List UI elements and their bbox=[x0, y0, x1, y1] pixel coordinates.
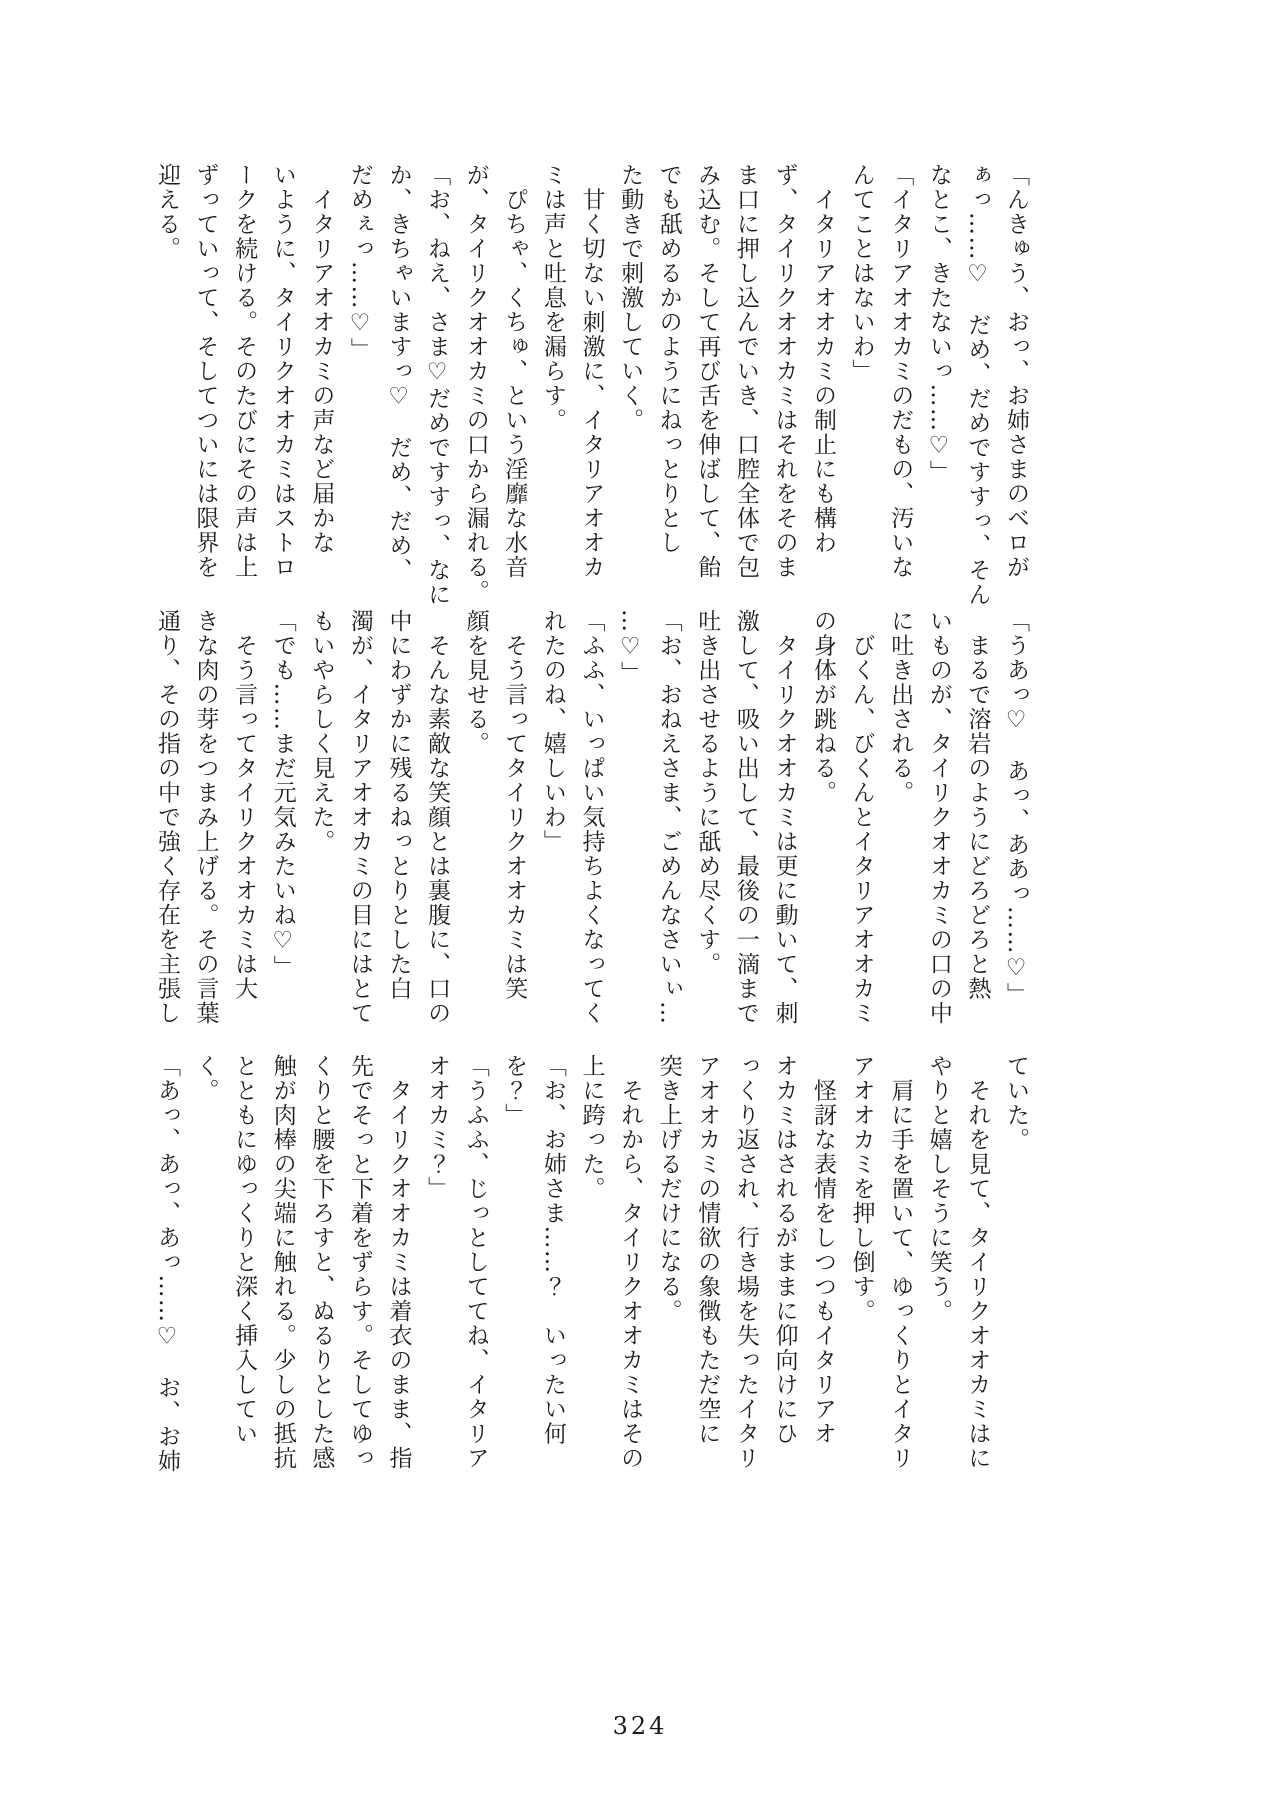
text-column: アオオカミを押し倒す。 bbox=[848, 1054, 875, 1324]
text-column: ず、タイリクオオカミはそれをそのま bbox=[771, 163, 798, 580]
text-column: 怪訝な表情をしつつもイタリアオ bbox=[810, 1054, 837, 1446]
text-column: そんな素敵な笑顔とは裏腹に、口の bbox=[424, 609, 451, 1026]
text-column: 突き上げるだけになる。 bbox=[655, 1054, 682, 1324]
text-column: オカミはされるがままに仰向けにひ bbox=[771, 1054, 798, 1446]
text-column: の身体が跳ねる。 bbox=[810, 609, 837, 805]
text-column: やりと嬉しそうに笑う。 bbox=[925, 1054, 952, 1324]
text-column: そう言ってタイリクオオカミは大 bbox=[231, 609, 258, 1001]
text-column: アオオカミの情欲の象徴もただ空に bbox=[694, 1054, 721, 1446]
text-column: 「イタリアオオカミのだもの、汚いな bbox=[887, 163, 914, 580]
page-number: 324 bbox=[612, 1712, 668, 1740]
text-column: なとこ、きたないっ……♡」 bbox=[925, 163, 952, 485]
text-column: イタリアオオカミの声など届かな bbox=[308, 163, 335, 555]
text-column: 「あっ、あっ、あっ……♡ お、お姉 bbox=[153, 1054, 180, 1474]
text-column: 上に跨った。 bbox=[578, 1054, 605, 1201]
text-column: ていた。 bbox=[1003, 1054, 1029, 1152]
text-column: まるで溶岩のようにどろどろと熱 bbox=[964, 609, 991, 1001]
text-column: びくん、びくんとイタリアオオカミ bbox=[848, 609, 875, 1026]
text-column: ぁっ……♡ だめ、だめですすっ、そん bbox=[964, 163, 991, 607]
text-column: ぴちゃ、くちゅ、という淫靡な水音 bbox=[501, 163, 528, 580]
text-column: きな肉の芽をつまみ上げる。その言葉 bbox=[192, 609, 219, 1026]
text-column: もいやらしく見えた。 bbox=[308, 609, 335, 854]
text-column: 甘く切ない刺激に、イタリアオオカ bbox=[578, 163, 605, 580]
text-column: 「お、おねえさま、ごめんなさいぃ… bbox=[655, 609, 682, 1026]
text-column: ま口に押し込んでいき、口腔全体で包 bbox=[732, 163, 759, 580]
text-column: に吐き出される。 bbox=[887, 609, 914, 805]
text-column: 激して、吸い出して、最後の一滴まで bbox=[732, 609, 759, 1026]
text-column: っくり返され、行き場を失ったイタリ bbox=[732, 1054, 759, 1471]
text-column: 「お、ねえ、さま♡だめですすっ、なに bbox=[424, 163, 451, 607]
text-column: んてことはないわ」 bbox=[848, 163, 875, 384]
text-column: でも舐めるかのようにねっとりとし bbox=[655, 163, 682, 555]
text-column: くりと腰を下ろすと、ぬるりとした感 bbox=[308, 1054, 335, 1471]
text-column: オオカミ？」 bbox=[424, 1054, 451, 1201]
text-column: み込む。そして再び舌を伸ばして、飴 bbox=[694, 163, 721, 580]
text-column: ずっていって、そしてついには限界を bbox=[192, 163, 219, 580]
text-column: いように、タイリクオオカミはストロ bbox=[269, 163, 296, 580]
text-column: ークを続ける。そのたびにその声は上 bbox=[231, 163, 258, 580]
text-column: 「ふふ、いっぱい気持ちよくなってく bbox=[578, 609, 605, 1026]
text-column: 「うふふ、じっとしててね、イタリア bbox=[462, 1054, 489, 1471]
text-column: 顔を見せる。 bbox=[462, 609, 489, 756]
text-column: いものが、タイリクオオカミの口の中 bbox=[925, 609, 952, 1026]
text-column: …♡」 bbox=[617, 609, 644, 686]
text-column: イタリアオオカミの制止にも構わ bbox=[810, 163, 837, 555]
text-column: 「でも……まだ元気みたいね♡」 bbox=[269, 609, 296, 980]
text-column: 触が肉棒の尖端に触れる。少しの抵抗 bbox=[269, 1054, 296, 1471]
text-column: た動きで刺激していく。 bbox=[617, 163, 644, 433]
text-column: タイリクオオカミは着衣のまま、指 bbox=[385, 1054, 412, 1471]
text-column: を？」 bbox=[501, 1054, 528, 1128]
text-column: か、きちゃいますっ♡ だめ、だめ、 bbox=[385, 163, 412, 583]
text-column: 吐き出させるように舐め尽くす。 bbox=[694, 609, 721, 977]
text-band-top bbox=[145, 163, 1035, 611]
text-column: れたのね、嬉しいわ」 bbox=[539, 609, 566, 854]
text-column: 肩に手を置いて、ゆっくりとイタリ bbox=[887, 1054, 914, 1471]
text-column: が、タイリクオオカミの口から漏れる。 bbox=[462, 163, 489, 604]
text-column: 先でそっと下着をずらす。そしてゆっ bbox=[346, 1054, 373, 1471]
text-column: 迎える。 bbox=[153, 163, 180, 261]
text-column: く。 bbox=[192, 1054, 219, 1103]
text-column: 濁が、イタリアオオカミの目にはとて bbox=[346, 609, 373, 1026]
text-column: タイリクオオカミは更に動いて、刺 bbox=[771, 609, 798, 1026]
text-column: それから、タイリクオオカミはその bbox=[617, 1054, 644, 1471]
text-band-bottom bbox=[145, 1054, 1035, 1502]
text-column: そう言ってタイリクオオカミは笑 bbox=[501, 609, 528, 1001]
text-column: 「んきゅう、おっ、お姉さまのベロが bbox=[1003, 163, 1029, 580]
text-column: 「お、お姉さま……？ いったい何 bbox=[539, 1054, 566, 1446]
text-column: だめぇっ……♡」 bbox=[346, 163, 373, 362]
text-column: ミは声と吐息を漏らす。 bbox=[539, 163, 566, 433]
text-column: それを見て、タイリクオオカミはに bbox=[964, 1054, 991, 1471]
text-band-middle bbox=[145, 609, 1035, 1057]
text-column: 中にわずかに残るねっとりとした白 bbox=[385, 609, 412, 1001]
text-column: 通り、その指の中で強く存在を主張し bbox=[153, 609, 180, 1026]
text-column: とともにゆっくりと深く挿入してい bbox=[231, 1054, 258, 1446]
text-column: 「うあっ♡ あっ、ああっ……♡」 bbox=[1003, 609, 1029, 1007]
